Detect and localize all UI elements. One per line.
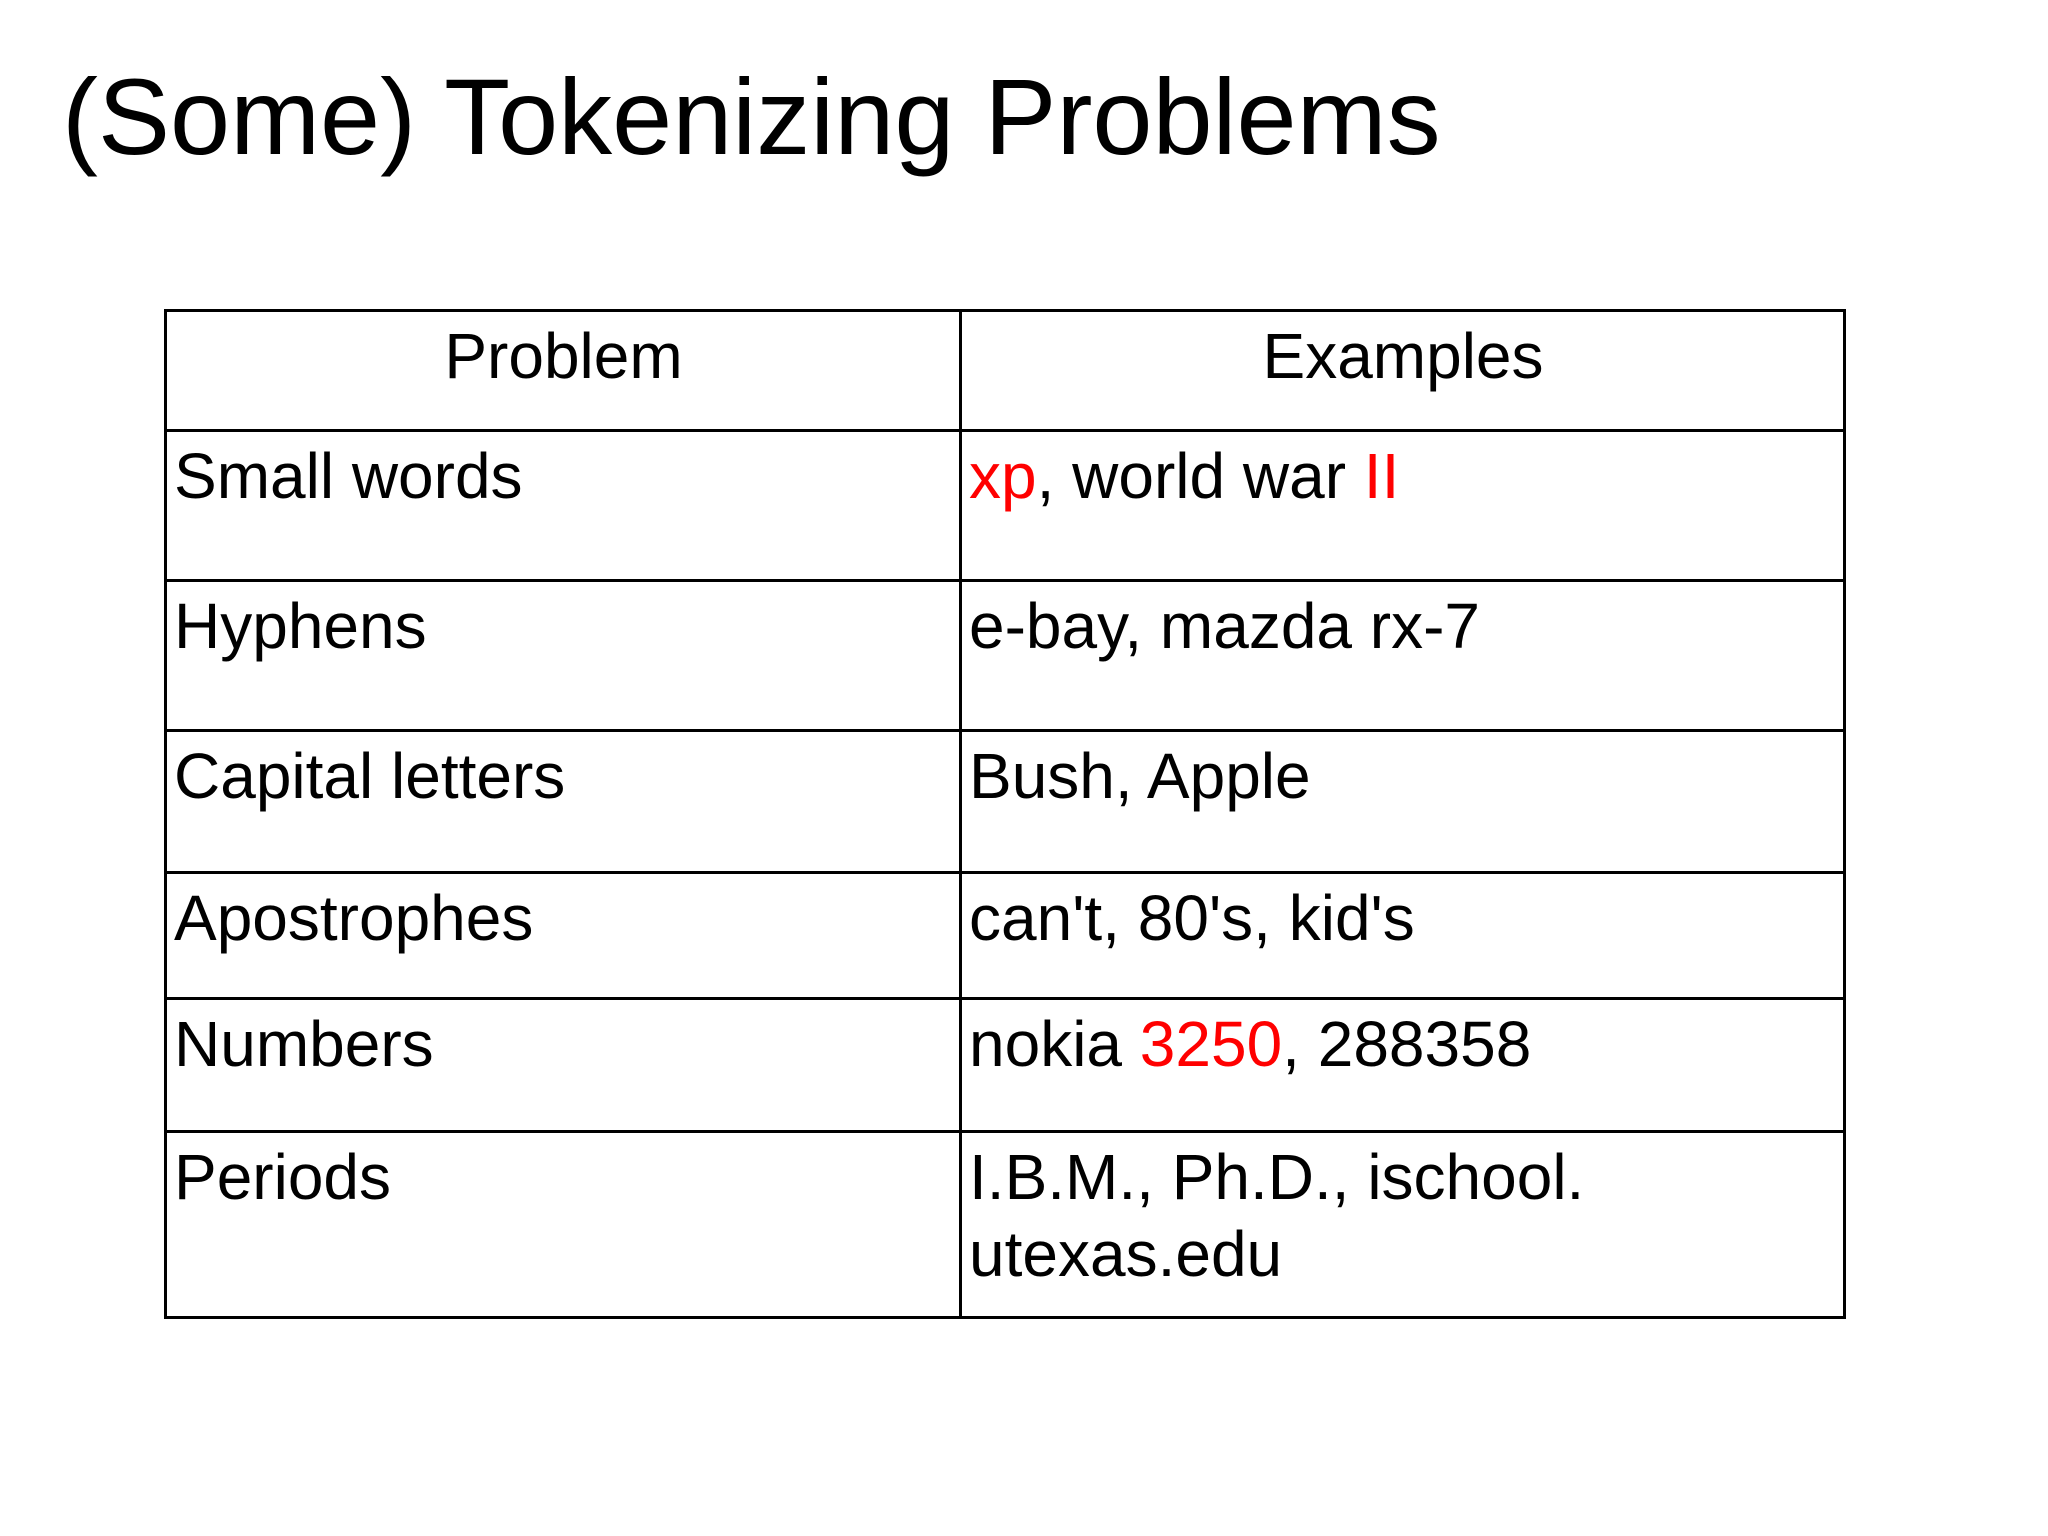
examples-cell xyxy=(961,581,1845,731)
examples-cell xyxy=(961,873,1845,999)
example-text: , 288358 xyxy=(1282,1008,1532,1080)
example-highlight: 3250 xyxy=(1139,1008,1283,1080)
tokenizing-problems-table xyxy=(164,309,1846,1319)
example-highlight: II xyxy=(1363,440,1400,512)
problem-cell: Capital letters xyxy=(166,731,961,873)
table-row xyxy=(166,731,1845,873)
problem-cell: Small words xyxy=(166,431,961,581)
example-text: utexas.edu xyxy=(969,1217,1283,1290)
problem-cell: Periods xyxy=(166,1132,961,1318)
table-row xyxy=(166,999,1845,1132)
header-examples: Examples xyxy=(961,311,1845,431)
slide-title: (Some) Tokenizing Problems xyxy=(62,56,1441,177)
example-text: Bush, Apple xyxy=(969,740,1311,812)
examples-cell xyxy=(961,999,1845,1132)
example-text: can't, 80's, kid's xyxy=(969,882,1415,954)
problem-cell: Numbers xyxy=(166,999,961,1132)
example-text: nokia xyxy=(969,1008,1140,1080)
table-row xyxy=(166,873,1845,999)
header-problem: Problem xyxy=(166,311,961,431)
table-header-row xyxy=(166,311,1845,431)
example-text: e-bay, mazda rx-7 xyxy=(969,590,1480,662)
examples-cell xyxy=(961,431,1845,581)
problem-cell: Hyphens xyxy=(166,581,961,731)
problem-cell: Apostrophes xyxy=(166,873,961,999)
table-row xyxy=(166,431,1845,581)
example-highlight: xp xyxy=(969,440,1037,512)
example-text: I.B.M., Ph.D., ischool. xyxy=(969,1141,1585,1213)
examples-cell xyxy=(961,731,1845,873)
example-text: , world war xyxy=(1036,440,1364,512)
examples-cell xyxy=(961,1132,1845,1318)
table-row xyxy=(166,581,1845,731)
table-row xyxy=(166,1132,1845,1318)
